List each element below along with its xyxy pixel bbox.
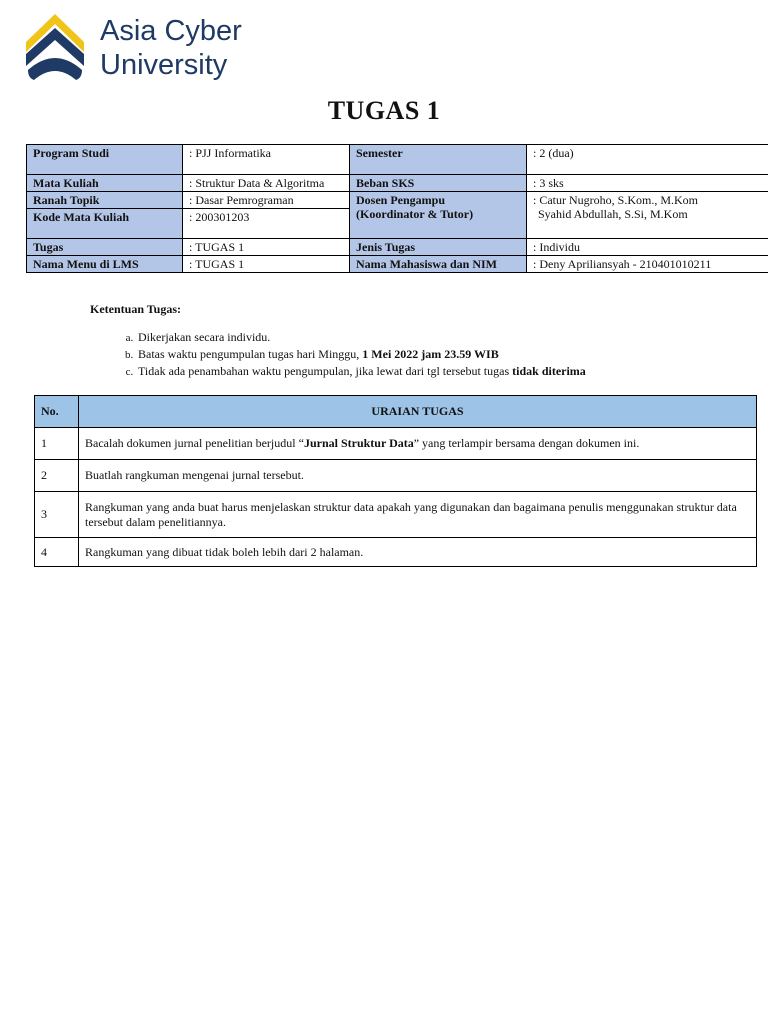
tugas-value: : TUGAS 1 xyxy=(183,239,350,256)
rule-b-text: Batas waktu pengumpulan tugas hari Minggu, xyxy=(138,347,363,361)
nama-mahasiswa-value: : Deny Apriliansyah - 210401010211 xyxy=(527,256,768,273)
info-row-mata-kuliah xyxy=(27,175,768,192)
info-row-program xyxy=(27,145,768,175)
beban-sks-value: : 3 sks xyxy=(527,175,768,192)
tugas-label: Tugas xyxy=(27,239,183,256)
task-number: 3 xyxy=(35,492,79,538)
rules-heading: Ketentuan Tugas: xyxy=(90,302,182,316)
nama-menu-lms-value: : TUGAS 1 xyxy=(183,256,350,273)
dosen-value-line-2: Syahid Abdullah, S.Si, M.Kom xyxy=(538,207,688,221)
table-row xyxy=(35,538,757,567)
task-number: 4 xyxy=(35,538,79,567)
logo-line-2: University xyxy=(100,49,228,81)
jenis-tugas-label: Jenis Tugas xyxy=(350,239,527,256)
column-header-no: No. xyxy=(35,396,79,428)
task-number: 2 xyxy=(35,460,79,492)
semester-value: : 2 (dua) xyxy=(527,145,768,175)
rule-item-a xyxy=(136,329,768,346)
ranah-topik-label: Ranah Topik xyxy=(27,192,183,209)
task-number: 1 xyxy=(35,428,79,460)
table-row xyxy=(35,428,757,460)
info-row-lms xyxy=(27,256,768,273)
mata-kuliah-value: : Struktur Data & Algoritma xyxy=(183,175,350,192)
shield-chevron-icon xyxy=(24,12,86,84)
page-title: TUGAS 1 xyxy=(327,96,441,125)
kode-mata-kuliah-value: : 200301203 xyxy=(183,209,350,239)
task-description: Rangkuman yang anda buat harus menjelaskan struktur data apakah yang digunakan dan bagaimana penulis menggunakan struktur data tersebut dalam penelitiannya. xyxy=(79,492,757,538)
column-header-uraian: URAIAN TUGAS xyxy=(79,396,757,428)
task-table xyxy=(34,395,757,567)
info-row-tugas xyxy=(27,239,768,256)
jenis-tugas-value: : Individu xyxy=(527,239,768,256)
logo-line-1: Asia Cyber xyxy=(100,15,242,47)
dosen-value-line-1: : Catur Nugroho, S.Kom., M.Kom xyxy=(533,193,698,207)
task-description: Rangkuman yang dibuat tidak boleh lebih dari 2 halaman. xyxy=(79,538,757,567)
logo-wordmark xyxy=(100,14,242,82)
task-1-journal-title: Jurnal Struktur Data xyxy=(303,436,414,450)
kode-mata-kuliah-label: Kode Mata Kuliah xyxy=(27,209,183,239)
task-1-text-end: ” yang terlampir bersama dengan dokumen ini. xyxy=(413,436,640,450)
rule-a-text: Dikerjakan secara individu. xyxy=(138,330,271,344)
task-description: Buatlah rangkuman mengenai jurnal tersebut. xyxy=(79,460,757,492)
rules-list xyxy=(112,329,768,380)
rule-c-text: Tidak ada penambahan waktu pengumpulan, jika lewat dari tgl tersebut tugas xyxy=(138,364,513,378)
task-description xyxy=(79,428,757,460)
university-logo xyxy=(24,12,264,86)
program-studi-label: Program Studi xyxy=(27,145,183,175)
beban-sks-label: Beban SKS xyxy=(350,175,527,192)
dosen-label xyxy=(350,192,527,239)
info-row-ranah-topik xyxy=(27,192,768,209)
program-studi-value: : PJJ Informatika xyxy=(183,145,350,175)
task-table-header xyxy=(35,396,757,428)
nama-mahasiswa-label: Nama Mahasiswa dan NIM xyxy=(350,256,527,273)
rule-item-b xyxy=(136,346,768,363)
semester-label: Semester xyxy=(350,145,527,175)
task-1-text: Bacalah dokumen jurnal penelitian berjudul “ xyxy=(85,436,304,450)
dosen-label-line-1: Dosen Pengampu xyxy=(356,193,446,207)
nama-menu-lms-label: Nama Menu di LMS xyxy=(27,256,183,273)
table-row xyxy=(35,492,757,538)
mata-kuliah-label: Mata Kuliah xyxy=(27,175,183,192)
dosen-value xyxy=(527,192,768,239)
dosen-label-line-2: (Koordinator & Tutor) xyxy=(356,207,474,221)
course-info-table xyxy=(26,144,768,273)
table-row xyxy=(35,460,757,492)
rule-b-deadline: 1 Mei 2022 jam 23.59 WIB xyxy=(362,347,499,361)
rule-item-c xyxy=(136,363,768,380)
rule-c-emphasis: tidak diterima xyxy=(512,364,586,378)
ranah-topik-value: : Dasar Pemrograman xyxy=(183,192,350,209)
